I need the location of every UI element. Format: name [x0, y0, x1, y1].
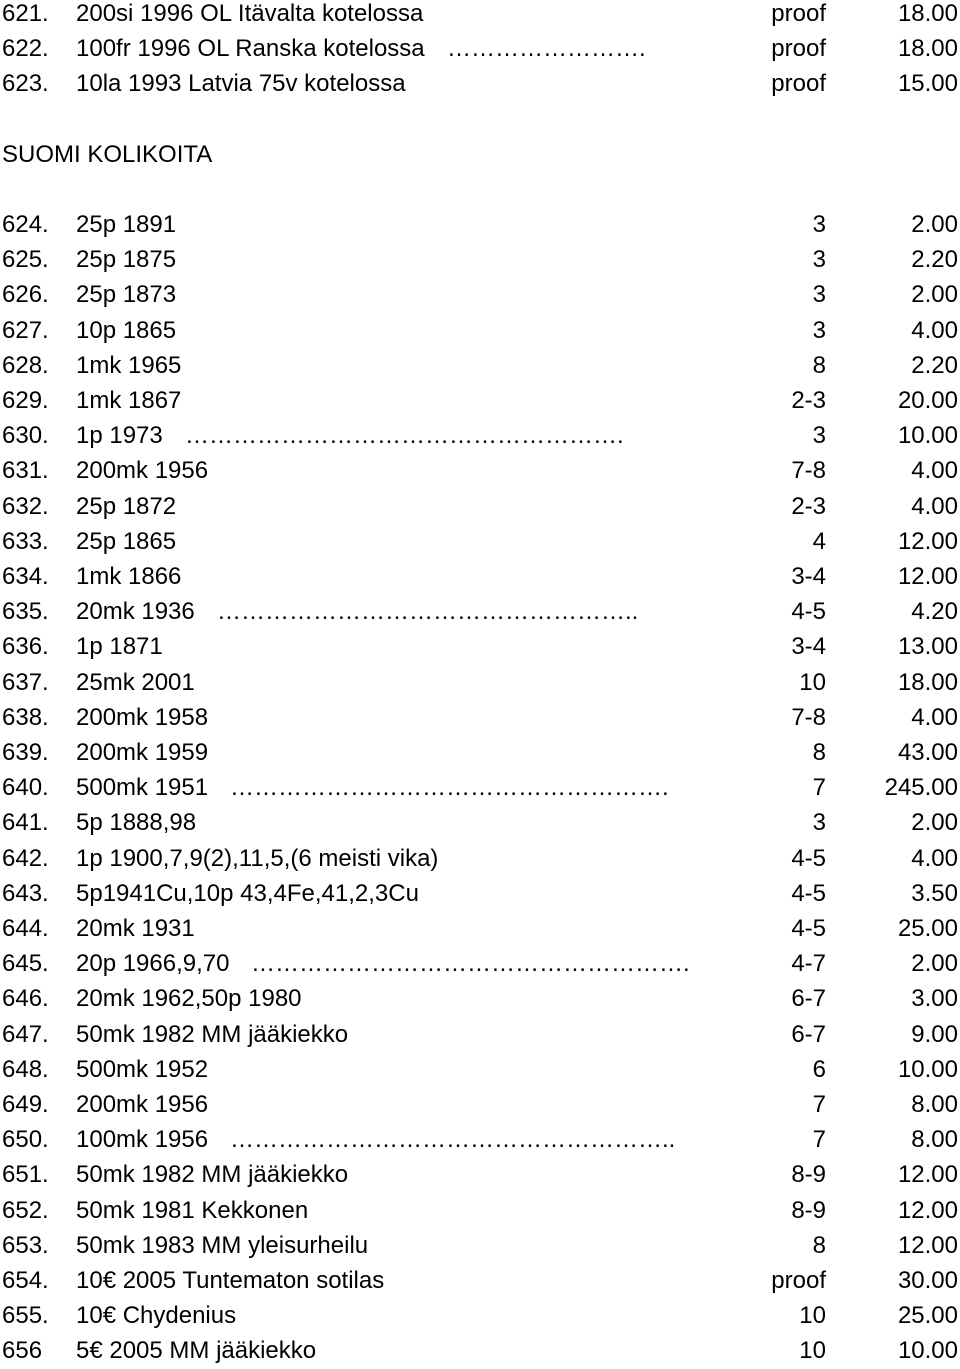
item-grade: 3 [812, 246, 826, 273]
item-number: 656 [2, 1337, 43, 1364]
item-description: 25p 1873 [76, 281, 177, 308]
item-description: 50mk 1981 Kekkonen [76, 1197, 309, 1224]
item-description: 10€ Chydenius [76, 1302, 237, 1329]
item-description: 1mk 1965 [76, 352, 182, 379]
item-number: 630. [2, 422, 49, 449]
list-item [0, 629, 960, 664]
item-description: 10€ 2005 Tuntematon sotilas [76, 1267, 385, 1294]
list-item [0, 876, 960, 911]
item-number: 635. [2, 598, 49, 625]
list-item [0, 700, 960, 735]
item-grade: proof [771, 35, 826, 62]
item-number: 642. [2, 845, 49, 872]
item-description: 25mk 2001 [76, 669, 195, 696]
item-description: 10la 1993 Latvia 75v kotelossa [76, 70, 406, 97]
item-price: 2.00 [911, 950, 958, 977]
list-item [0, 1228, 960, 1263]
list-item [0, 277, 960, 312]
item-number: 633. [2, 528, 49, 555]
item-grade: 3 [812, 211, 826, 238]
item-grade: 4 [812, 528, 826, 555]
item-price: 2.20 [911, 352, 958, 379]
dot-leader: ………………………………………………. [230, 774, 669, 801]
item-description: 25p 1872 [76, 493, 177, 520]
item-grade: 3-4 [791, 633, 826, 660]
item-number: 623. [2, 70, 49, 97]
list-item [0, 1087, 960, 1122]
item-number: 629. [2, 387, 49, 414]
item-price: 15.00 [897, 70, 958, 97]
list-item [0, 1263, 960, 1298]
item-number: 641. [2, 809, 49, 836]
list-item [0, 559, 960, 594]
item-description: 20p 1966,9,70 [76, 950, 230, 977]
item-description: 5p1941Cu,10p 43,4Fe,41,2,3Cu [76, 880, 419, 907]
list-item [0, 770, 960, 805]
item-number: 648. [2, 1056, 49, 1083]
item-description: 20mk 1931 [76, 915, 195, 942]
item-grade: 4-5 [791, 880, 826, 907]
item-price: 43.00 [897, 739, 958, 766]
item-grade: 8-9 [791, 1197, 826, 1224]
item-number: 628. [2, 352, 49, 379]
item-description: 1p 1871 [76, 633, 163, 660]
list-item [0, 1052, 960, 1087]
item-description: 50mk 1982 MM jääkiekko [76, 1161, 349, 1188]
item-description: 5p 1888,98 [76, 809, 197, 836]
item-price: 4.00 [911, 493, 958, 520]
item-price: 10.00 [897, 1056, 958, 1083]
item-price: 3.50 [911, 880, 958, 907]
item-grade: 3 [812, 317, 826, 344]
item-grade: 10 [799, 1337, 826, 1364]
item-description: 25p 1875 [76, 246, 177, 273]
list-item [0, 348, 960, 383]
item-price: 12.00 [897, 528, 958, 555]
item-price: 2.20 [911, 246, 958, 273]
item-price: 25.00 [897, 915, 958, 942]
item-description: 5€ 2005 MM jääkiekko [76, 1337, 317, 1364]
list-item [0, 981, 960, 1016]
item-description: 25p 1891 [76, 211, 177, 238]
list-item [0, 1193, 960, 1228]
list-item [0, 313, 960, 348]
list-item [0, 524, 960, 559]
item-grade: proof [771, 0, 826, 27]
item-price: 2.00 [911, 809, 958, 836]
list-item [0, 665, 960, 700]
item-grade: 2-3 [791, 493, 826, 520]
item-price: 9.00 [911, 1021, 958, 1048]
item-grade: 7 [812, 1091, 826, 1118]
item-grade: 4-7 [791, 950, 826, 977]
list-item [0, 805, 960, 840]
item-number: 655. [2, 1302, 49, 1329]
item-number: 652. [2, 1197, 49, 1224]
item-number: 646. [2, 985, 49, 1012]
item-description: 100fr 1996 OL Ranska kotelossa [76, 35, 425, 62]
item-grade: proof [771, 1267, 826, 1294]
item-grade: 4-5 [791, 598, 826, 625]
item-number: 625. [2, 246, 49, 273]
dot-leader: …………………………………………….. [217, 598, 639, 625]
item-description: 25p 1865 [76, 528, 177, 555]
item-description: 200mk 1956 [76, 457, 209, 484]
list-item [0, 841, 960, 876]
dot-leader: ……………………. [447, 35, 646, 62]
item-price: 2.00 [911, 211, 958, 238]
item-number: 653. [2, 1232, 49, 1259]
item-number: 632. [2, 493, 49, 520]
item-grade: 8 [812, 739, 826, 766]
item-description: 200mk 1959 [76, 739, 209, 766]
item-price: 18.00 [897, 0, 958, 27]
item-price: 10.00 [897, 1337, 958, 1364]
item-price: 25.00 [897, 1302, 958, 1329]
list-item [0, 207, 960, 242]
item-number: 640. [2, 774, 49, 801]
item-price: 245.00 [884, 774, 958, 801]
item-number: 637. [2, 669, 49, 696]
item-grade: 4-5 [791, 845, 826, 872]
item-price: 12.00 [897, 1232, 958, 1259]
item-number: 650. [2, 1126, 49, 1153]
item-price: 2.00 [911, 281, 958, 308]
list-item [0, 735, 960, 770]
item-number: 624. [2, 211, 49, 238]
item-grade: 6-7 [791, 1021, 826, 1048]
item-grade: 7-8 [791, 457, 826, 484]
item-grade: 7 [812, 774, 826, 801]
item-description: 200mk 1956 [76, 1091, 209, 1118]
item-number: 654. [2, 1267, 49, 1294]
list-item [0, 489, 960, 524]
item-price: 18.00 [897, 669, 958, 696]
item-price: 8.00 [911, 1091, 958, 1118]
list-item [0, 594, 960, 629]
section-heading: SUOMI KOLIKOITA [2, 141, 213, 168]
item-number: 634. [2, 563, 49, 590]
item-price: 3.00 [911, 985, 958, 1012]
item-grade: 8-9 [791, 1161, 826, 1188]
list-item [0, 418, 960, 453]
item-price: 4.00 [911, 845, 958, 872]
item-price: 12.00 [897, 1197, 958, 1224]
dot-leader: ………………………………………………. [251, 950, 690, 977]
item-description: 20mk 1936 [76, 598, 195, 625]
item-grade: 10 [799, 669, 826, 696]
item-price: 12.00 [897, 1161, 958, 1188]
item-description: 500mk 1951 [76, 774, 209, 801]
item-grade: 7-8 [791, 704, 826, 731]
item-grade: 8 [812, 352, 826, 379]
item-price: 4.00 [911, 704, 958, 731]
item-number: 622. [2, 35, 49, 62]
item-description: 1p 1973 [76, 422, 163, 449]
item-description: 50mk 1982 MM jääkiekko [76, 1021, 349, 1048]
item-price: 13.00 [897, 633, 958, 660]
item-grade: 7 [812, 1126, 826, 1153]
list-item [0, 1122, 960, 1157]
item-grade: 6-7 [791, 985, 826, 1012]
item-price: 8.00 [911, 1126, 958, 1153]
list-item [0, 0, 960, 31]
item-description: 200mk 1958 [76, 704, 209, 731]
item-price: 4.00 [911, 317, 958, 344]
item-price: 4.00 [911, 457, 958, 484]
item-price: 12.00 [897, 563, 958, 590]
item-price: 20.00 [897, 387, 958, 414]
item-description: 1mk 1867 [76, 387, 182, 414]
list-item [0, 946, 960, 981]
item-grade: 4-5 [791, 915, 826, 942]
item-description: 100mk 1956 [76, 1126, 209, 1153]
item-price: 4.20 [911, 598, 958, 625]
list-item [0, 31, 960, 66]
list-item [0, 242, 960, 277]
item-number: 636. [2, 633, 49, 660]
list-item [0, 453, 960, 488]
item-grade: 3 [812, 809, 826, 836]
item-description: 50mk 1983 MM yleisurheilu [76, 1232, 369, 1259]
item-number: 647. [2, 1021, 49, 1048]
list-item [0, 383, 960, 418]
dot-leader: ………………………………………………. [185, 422, 624, 449]
item-number: 643. [2, 880, 49, 907]
item-number: 621. [2, 0, 49, 27]
item-number: 631. [2, 457, 49, 484]
item-description: 500mk 1952 [76, 1056, 209, 1083]
item-number: 638. [2, 704, 49, 731]
item-price: 10.00 [897, 422, 958, 449]
item-grade: 3 [812, 281, 826, 308]
list-item [0, 911, 960, 946]
item-description: 1mk 1866 [76, 563, 182, 590]
list-item [0, 1333, 960, 1368]
dot-leader: ……………………………………………….. [230, 1126, 676, 1153]
item-grade: 3 [812, 422, 826, 449]
item-number: 645. [2, 950, 49, 977]
item-description: 200si 1996 OL Itävalta kotelossa [76, 0, 424, 27]
list-item [0, 66, 960, 101]
item-grade: 10 [799, 1302, 826, 1329]
item-grade: 6 [812, 1056, 826, 1083]
item-number: 651. [2, 1161, 49, 1188]
item-grade: 8 [812, 1232, 826, 1259]
list-item [0, 1017, 960, 1052]
item-grade: proof [771, 70, 826, 97]
list-item [0, 1157, 960, 1192]
item-description: 1p 1900,7,9(2),11,5,(6 meisti vika) [76, 845, 439, 872]
item-grade: 3-4 [791, 563, 826, 590]
item-number: 626. [2, 281, 49, 308]
item-description: 10p 1865 [76, 317, 177, 344]
item-price: 18.00 [897, 35, 958, 62]
item-number: 649. [2, 1091, 49, 1118]
item-description: 20mk 1962,50p 1980 [76, 985, 302, 1012]
item-number: 639. [2, 739, 49, 766]
item-number: 627. [2, 317, 49, 344]
item-price: 30.00 [897, 1267, 958, 1294]
item-number: 644. [2, 915, 49, 942]
item-grade: 2-3 [791, 387, 826, 414]
list-item [0, 1298, 960, 1333]
